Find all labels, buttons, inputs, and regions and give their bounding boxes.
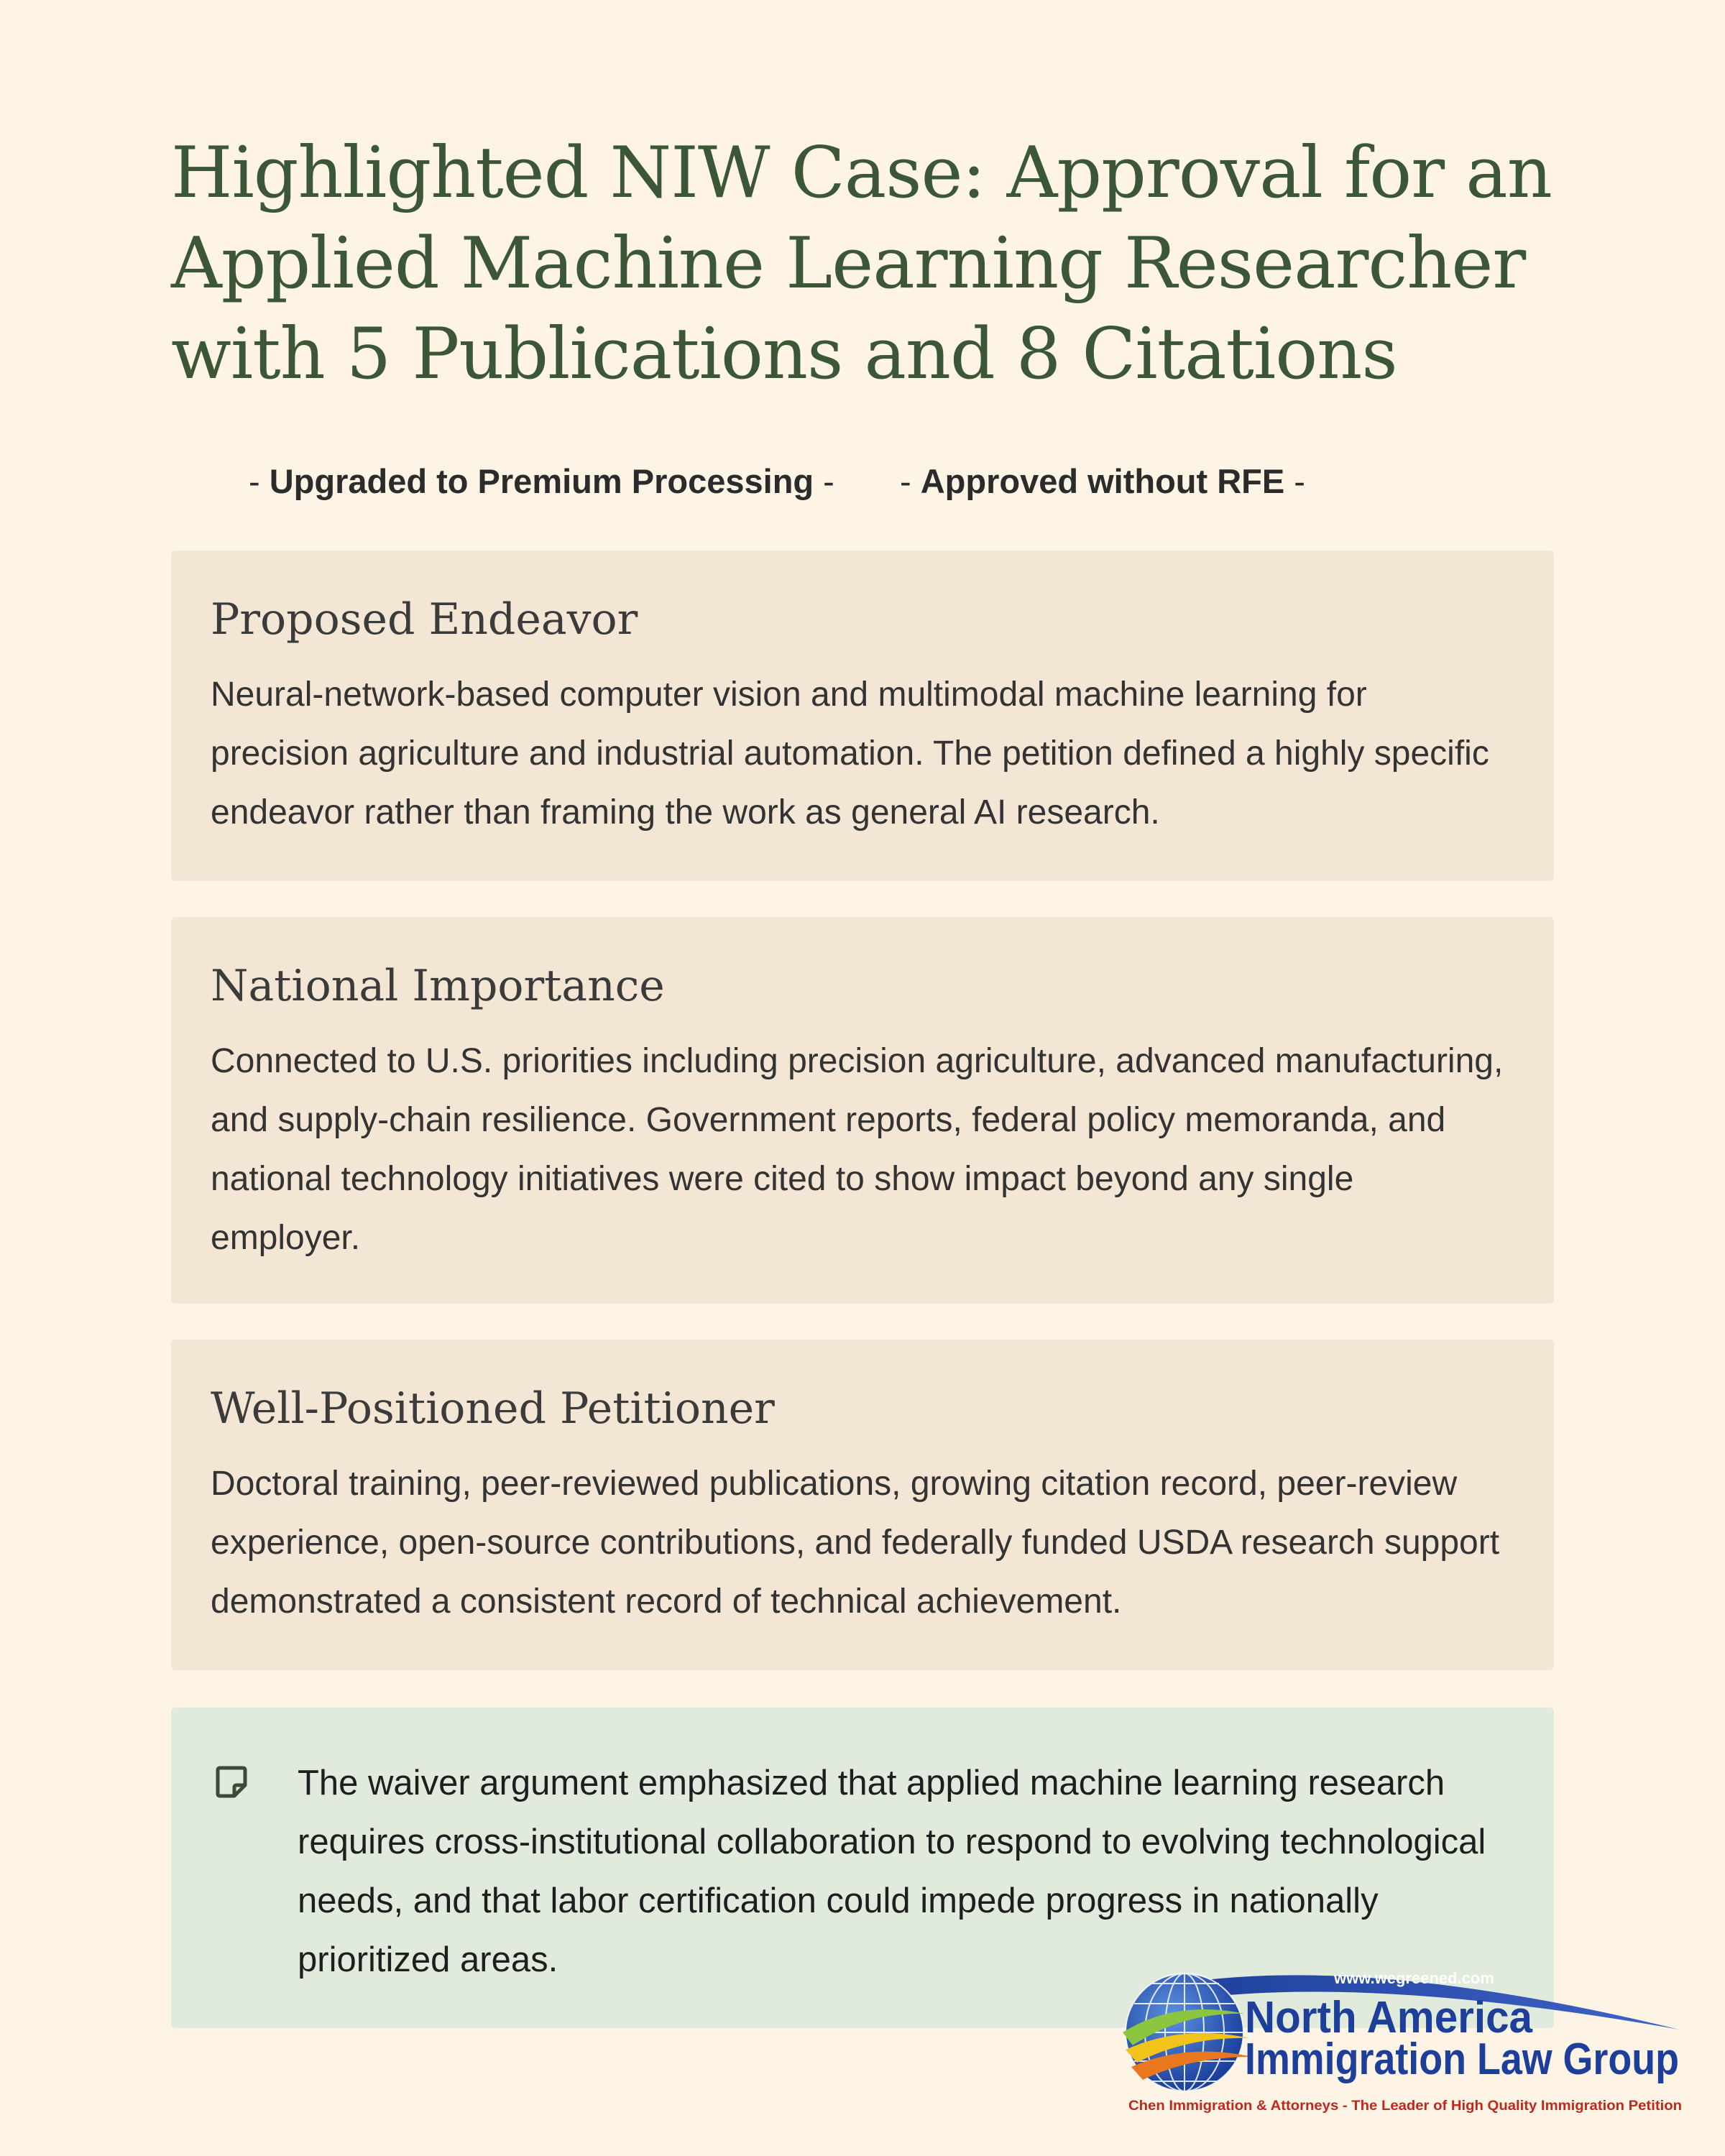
status-tag-no-rfe (900, 460, 1305, 503)
logo-line-2: Immigration Law Group (1245, 2035, 1679, 2084)
section-body: Neural-network-based computer vision and multimodal machine learning for precision agriculture and industrial automation. The petition defined a highly specific endeavor rather than framing the work as general AI research. (211, 676, 1489, 831)
section-proposed-endeavor (171, 550, 1554, 881)
note-text: The waiver argument emphasized that applied machine learning research requires cross-institutional collaboration to respond to evolving technological needs, and that labor certification could impede progress in nationally prioritized areas. (298, 1764, 1486, 1979)
logo-url: www.wegreened.com (1334, 1969, 1494, 1987)
law-group-logo (1118, 1958, 1686, 2117)
status-tag-premium (249, 460, 834, 503)
section-heading: Proposed Endeavor (211, 594, 638, 645)
tag-suffix: - (1284, 462, 1305, 500)
status-tags (0, 460, 1725, 503)
section-well-positioned-petitioner (171, 1340, 1554, 1670)
page-title: Highlighted NIW Case: Approval for an Applied Machine Learning Researcher with 5 Publications and 8 Citations (171, 132, 1552, 395)
section-national-importance (171, 917, 1554, 1304)
section-body: Connected to U.S. priorities including precision agriculture, advanced manufacturing, and supply-chain resilience. Government reports, federal policy memoranda, and national technology initiatives were cited to show impact beyond any single employer. (211, 1042, 1504, 1257)
tag-label: Approved without RFE (920, 462, 1285, 500)
tag-prefix: - (900, 462, 921, 500)
tag-label: Upgraded to Premium Processing (269, 462, 814, 500)
note-icon (216, 1765, 247, 1798)
section-heading: Well-Positioned Petitioner (211, 1383, 775, 1434)
logo-line-1: North America (1245, 1993, 1533, 2042)
logo-tagline: Chen Immigration & Attorneys - The Leader of High Quality Immigration Petition (1128, 2099, 1682, 2114)
section-heading: National Importance (211, 961, 665, 1011)
section-body: Doctoral training, peer-reviewed publications, growing citation record, peer-review experience, open-source contributions, and federally funded USDA research support demonstrated a consistent record of technical achievement. (211, 1465, 1500, 1621)
tag-suffix: - (814, 462, 834, 500)
tag-prefix: - (249, 462, 270, 500)
